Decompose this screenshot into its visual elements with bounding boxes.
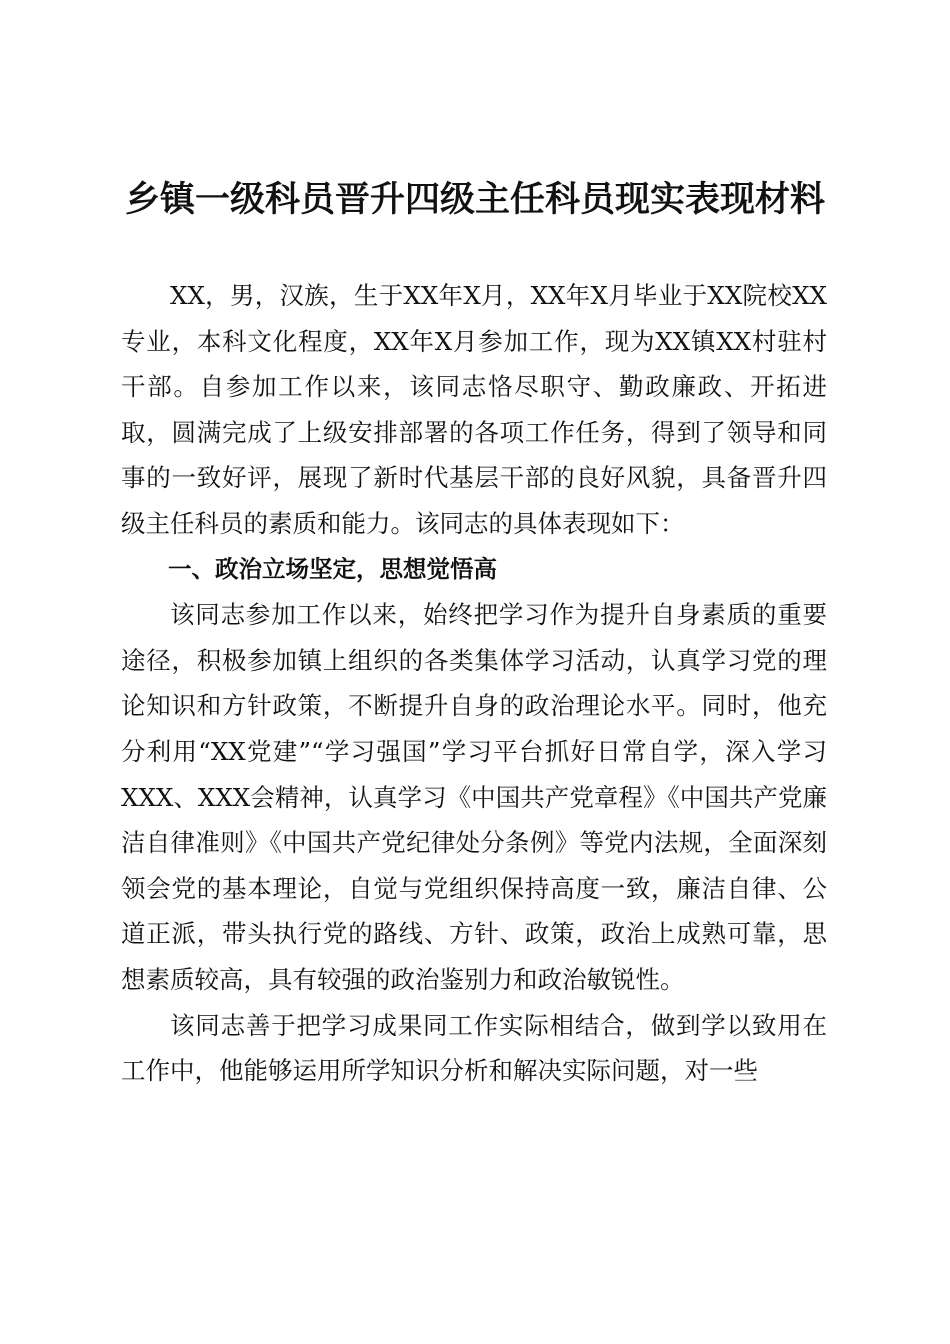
document-title: 乡镇一级科员晋升四级主任科员现实表现材料 — [124, 179, 825, 220]
intro-paragraph: XX，男，汉族，生于XX年X月，XX年X月毕业于XX院校XX专业，本科文化程度，XX年X月参加工作，现为XX镇XX村驻村干部。自参加工作以来，该同志恪尽职守、勤政廉政、开拓进取，圆满完成了上级安排部署的各项工作任务，得到了领导和同事的一致好评，展现了新时代基层干部的良好风貌，具备晋升四级主任科员的素质和能力。该同志的具体表现如下： — [121, 281, 827, 538]
section-heading-1: 一、政治立场坚定，思想觉悟高 — [168, 554, 497, 583]
section-1-paragraph-1: 该同志参加工作以来，始终把学习作为提升自身素质的重要途径，积极参加镇上组织的各类集体学习活动，认真学习党的理论知识和方针政策，不断提升自身的政治理论水平。同时，他充分利用“XX党建”“学习强国”学习平台抓好日常自学，深入学习XXX、XXX会精神，认真学习《中国共产党章程》《中国共产党廉洁自律准则》《中国共产党纪律处分条例》等党内法规，全面深刻领会党的基本理论，自觉与党组织保持高度一致，廉洁自律、公道正派，带头执行党的路线、方针、政策，政治上成熟可靠，思想素质较高，具有较强的政治鉴别力和政治敏锐性。 — [121, 600, 827, 994]
section-1-paragraph-2: 该同志善于把学习成果同工作实际相结合，做到学以致用在工作中，他能够运用所学知识分析和解决实际问题，对一些 — [121, 1010, 827, 1086]
document-body — [121, 273, 827, 1094]
